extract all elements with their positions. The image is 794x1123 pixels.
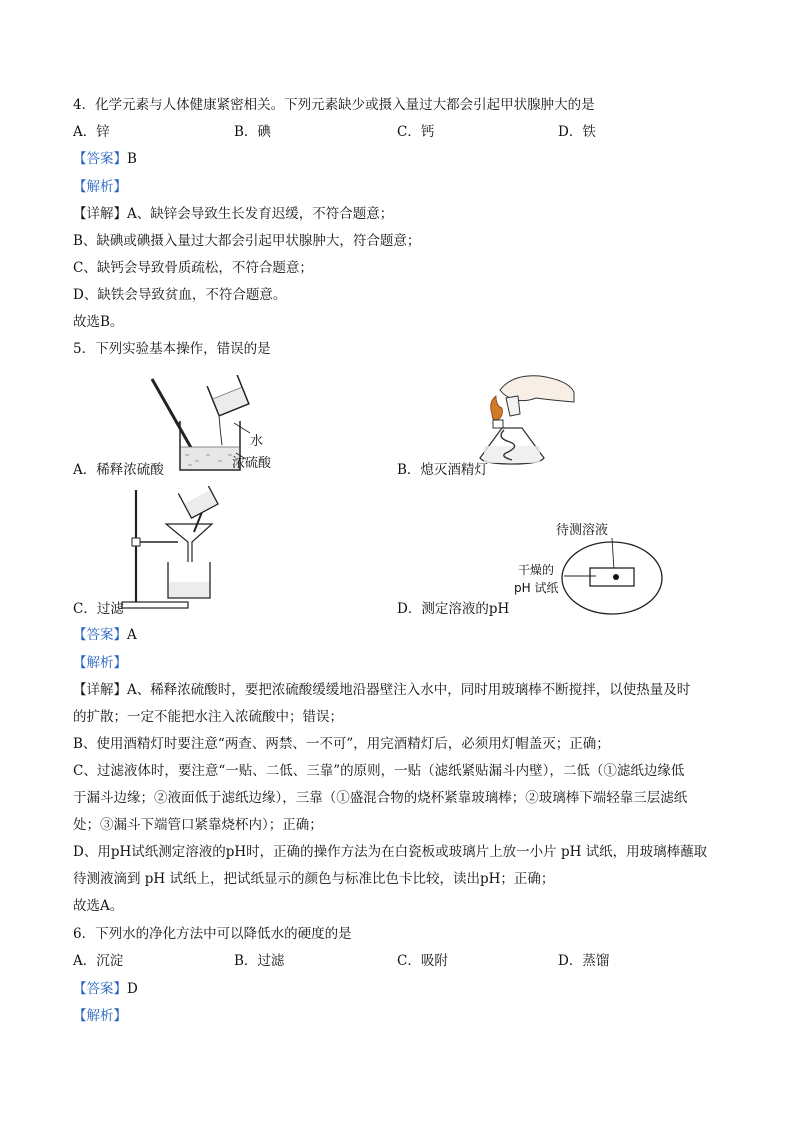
answer-value: B [127,151,137,167]
q6-option-b: B．过滤 [234,953,285,969]
detail-label: 【详解】 [73,682,127,698]
q5-detail-line: 处；③漏斗下端管口紧靠烧杯内）；正确； [73,817,323,833]
label-test-solution: 待测溶液 [556,523,609,538]
figure-d-ph-test [508,520,664,616]
q5-option-c: C．过滤 [73,601,124,617]
detail-text: A、稀释浓硫酸时，要把浓硫酸缓缓地沿器壁注入水中，同时用玻璃棒不断搅拌，以使热量及时 [127,682,691,698]
stand-base [122,602,188,608]
flame [491,396,503,420]
q4-analysis-label: 【解析】 [73,179,127,195]
q5-answer [73,626,137,644]
q4-conclusion: 故选B。 [73,314,124,330]
q4-option-c: C．钙 [397,124,435,140]
q4-stem: 4．化学元素与人体健康紧密相关。下列元素缺少或摄入量过大都会引起甲状腺肿大的是 [73,97,595,113]
q5-detail-line: 的扩散；一定不能把水注入浓硫酸中；错误； [73,709,343,725]
pouring-beaker [178,486,218,518]
q5-detail-line: 待测液滴到 pH 试纸上，把试纸显示的颜色与标准比色卡比较，读出pH；正确； [73,871,555,887]
q5-option-b: B．熄灭酒精灯 [397,462,488,478]
q4-option-b: B．碘 [234,124,271,140]
label-ph-paper: pH 试纸 [514,581,559,595]
q4-detail-line: D、缺铁会导致贫血，不符合题意。 [73,287,287,303]
q4-detail-line: B、缺碘或碘摄入量过大都会引起甲状腺肿大，符合题意； [73,233,421,249]
q6-analysis-label: 【解析】 [73,1008,127,1024]
ph-paper [590,568,634,586]
q4-detail-line: C、缺钙会导致骨质疏松，不符合题意； [73,260,313,276]
q4-detail-line [73,205,393,223]
q5-detail-line: D、用pH试纸测定溶液的pH时，正确的操作方法为在白瓷板或玻璃片上放一小片 pH 试纸，用玻璃棒蘸取 [73,844,708,860]
q6-option-a: A．沉淀 [73,953,124,969]
figure-c-filtration [118,486,228,612]
answer-value: D [127,981,138,997]
answer-value: A [127,627,137,643]
q4-answer [73,150,137,168]
q5-detail-line: C、过滤液体时，要注意“一贴、二低、三靠”的原则，一贴（滤纸紧贴漏斗内壁），二低（①滤纸边缘低 [73,763,685,779]
label-dry: 干燥的 [518,563,555,577]
test-drop [613,574,619,580]
acid-liquid [181,447,239,469]
funnel [166,524,212,566]
q5-option-a: A．稀释浓硫酸 [73,462,164,478]
detail-label: 【详解】 [73,206,127,222]
lamp-cap [506,396,520,416]
q5-option-d: D．测定溶液的pH [397,601,510,617]
q5-detail-line: 于漏斗边缘；②液面低于滤纸边缘），三靠（①盛混合物的烧杯紧靠玻璃棒；②玻璃棒下端轻靠三层滤纸 [73,790,688,806]
answer-label: 【答案】 [73,627,127,643]
q6-option-c: C．吸附 [397,953,448,969]
q5-stem: 5．下列实验基本操作，错误的是 [73,341,271,357]
q6-option-d: D．蒸馏 [558,953,610,969]
figure-a-dilution [140,375,300,475]
label-acid: 浓硫酸 [232,456,272,471]
q4-option-a: A．锌 [73,124,110,140]
answer-label: 【答案】 [73,981,127,997]
pouring-beaker [207,375,249,416]
detail-text: A、缺锌会导致生长发育迟缓，不符合题意； [127,206,394,222]
q4-option-d: D．铁 [558,124,596,140]
q6-answer [73,980,138,998]
q6-stem: 6．下列水的净化方法中可以降低水的硬度的是 [73,926,352,942]
label-water: 水 [250,434,264,449]
q5-detail-line [73,681,690,699]
q5-analysis-label: 【解析】 [73,655,127,671]
answer-label: 【答案】 [73,151,127,167]
q5-conclusion: 故选A。 [73,898,124,914]
q5-detail-line: B、使用酒精灯时要注意“两查、两禁、一不可”，用完酒精灯后，必须用灯帽盖灭；正确； [73,736,610,752]
